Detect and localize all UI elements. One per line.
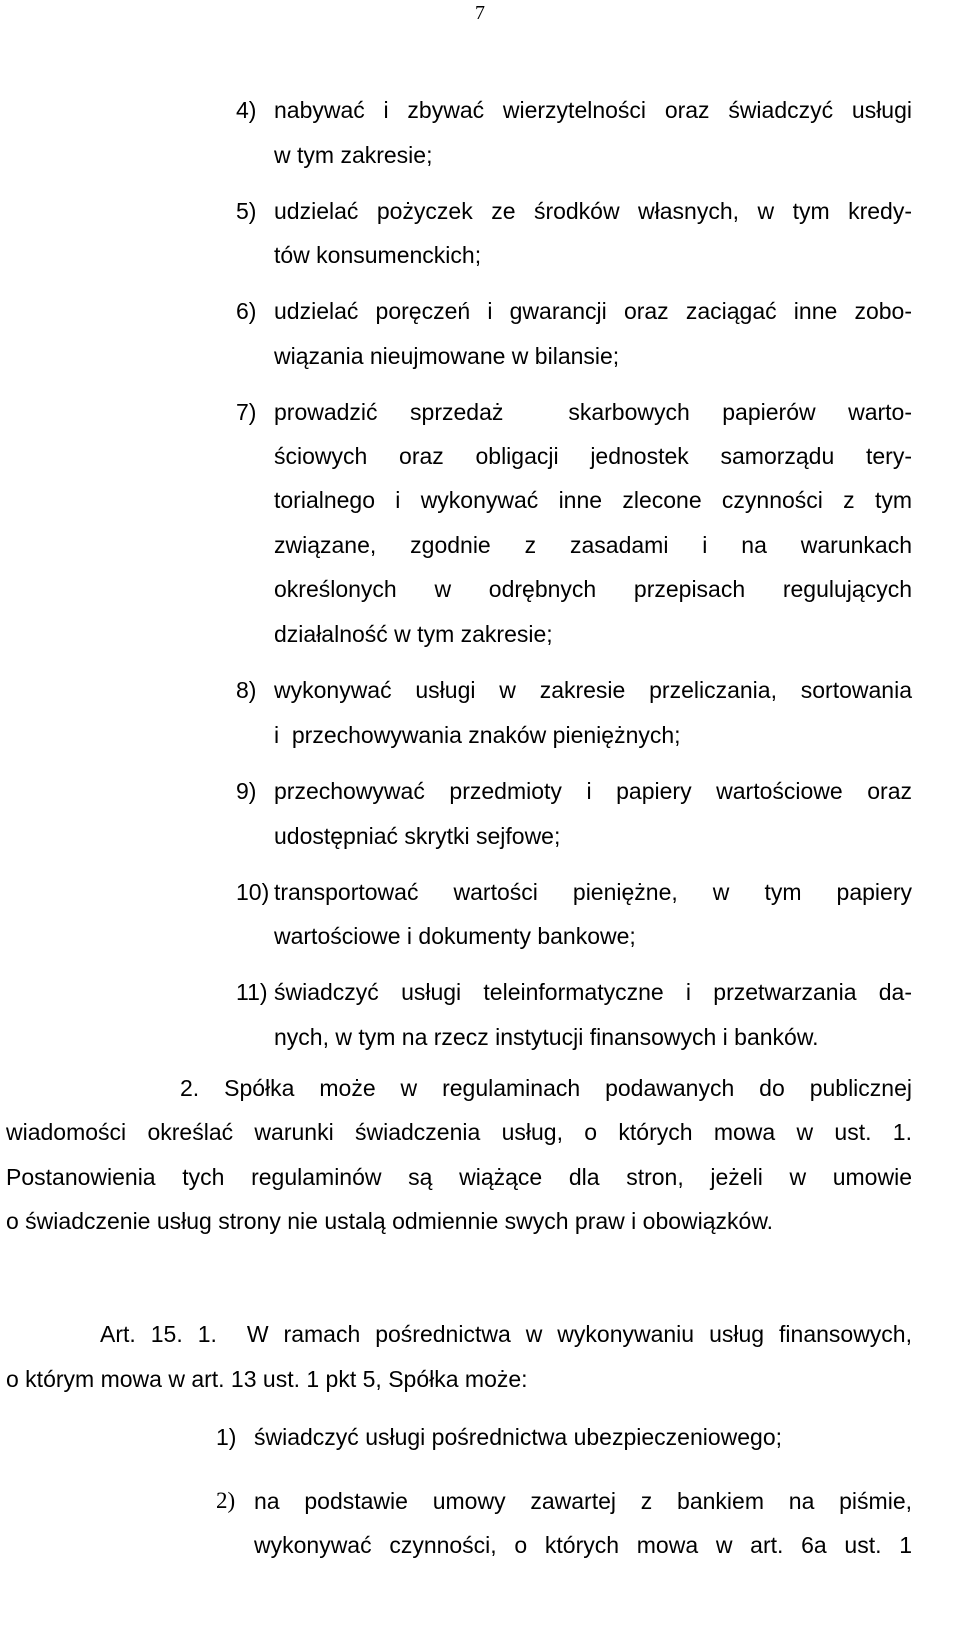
article-line: o którym mowa w art. 13 ust. 1 pkt 5, Spółka może: — [6, 1366, 528, 1392]
item-number: 8) — [236, 677, 257, 703]
item-text-line: wiązania nieujmowane w bilansie; — [274, 343, 620, 369]
item-number: 9) — [236, 778, 257, 804]
paragraph-line: 2. Spółka może w regulaminach podawanych do publicznej — [180, 1075, 912, 1101]
paragraph-line: Postanowienia tych regulaminów są wiążące dla stron, jeżeli w umowie — [6, 1164, 912, 1190]
item-number: 2) — [216, 1488, 236, 1513]
paragraph-line: wiadomości określać warunki świadczenia usług, o których mowa w ust. 1. — [6, 1119, 912, 1145]
article-line: Art. 15. 1. W ramach pośrednictwa w wykonywaniu usług finansowych, — [100, 1321, 912, 1347]
item-text-line: wartościowe i dokumenty bankowe; — [274, 923, 636, 949]
item-number: 11) — [236, 979, 268, 1005]
item-text-line: torialnego i wykonywać inne zlecone czynności z tym — [274, 487, 912, 513]
item-text-line: określonych w odrębnych przepisach regulujących — [274, 576, 912, 602]
item-number: 1) — [216, 1424, 237, 1450]
item-text-line: nabywać i zbywać wierzytelności oraz świadczyć usługi — [274, 97, 912, 123]
item-number: 5) — [236, 198, 257, 224]
item-text-line: wykonywać czynności, o których mowa w art. 6a ust. 1 — [254, 1532, 912, 1558]
item-text-line: w tym zakresie; — [274, 142, 433, 168]
item-text-line: nych, w tym na rzecz instytucji finansowych i banków. — [274, 1024, 819, 1050]
item-text-line: działalność w tym zakresie; — [274, 621, 553, 647]
item-text-line: świadczyć usługi teleinformatyczne i przetwarzania da- — [274, 979, 912, 1005]
page-number: 7 — [475, 2, 485, 24]
item-text-line: udzielać pożyczek ze środków własnych, w tym kredy- — [274, 198, 912, 224]
item-text-line: związane, zgodnie z zasadami i na warunkach — [274, 532, 912, 558]
item-number: 7) — [236, 399, 257, 425]
item-text-line: wykonywać usługi w zakresie przeliczania, sortowania — [274, 677, 912, 703]
item-text-line: przechowywać przedmioty i papiery wartościowe oraz — [274, 778, 912, 804]
item-text-line: tów konsumenckich; — [274, 242, 482, 268]
item-text-line: udostępniać skrytki sejfowe; — [274, 823, 561, 849]
item-text-line: na podstawie umowy zawartej z bankiem na piśmie, — [254, 1488, 912, 1514]
item-text-line: transportować wartości pieniężne, w tym papiery — [274, 879, 912, 905]
item-text-line: ściowych oraz obligacji jednostek samorządu tery- — [274, 443, 912, 469]
item-text-line: prowadzić sprzedaż skarbowych papierów warto- — [274, 399, 912, 425]
item-text-line: i przechowywania znaków pieniężnych; — [274, 722, 681, 748]
item-number: 4) — [236, 97, 257, 123]
item-text-line: udzielać poręczeń i gwarancji oraz zaciągać inne zobo- — [274, 298, 912, 324]
item-number: 10) — [236, 879, 270, 905]
item-number: 6) — [236, 298, 257, 324]
paragraph-line: o świadczenie usług strony nie ustalą odmiennie swych praw i obowiązków. — [6, 1208, 774, 1234]
item-text-line: świadczyć usługi pośrednictwa ubezpieczeniowego; — [254, 1424, 783, 1450]
